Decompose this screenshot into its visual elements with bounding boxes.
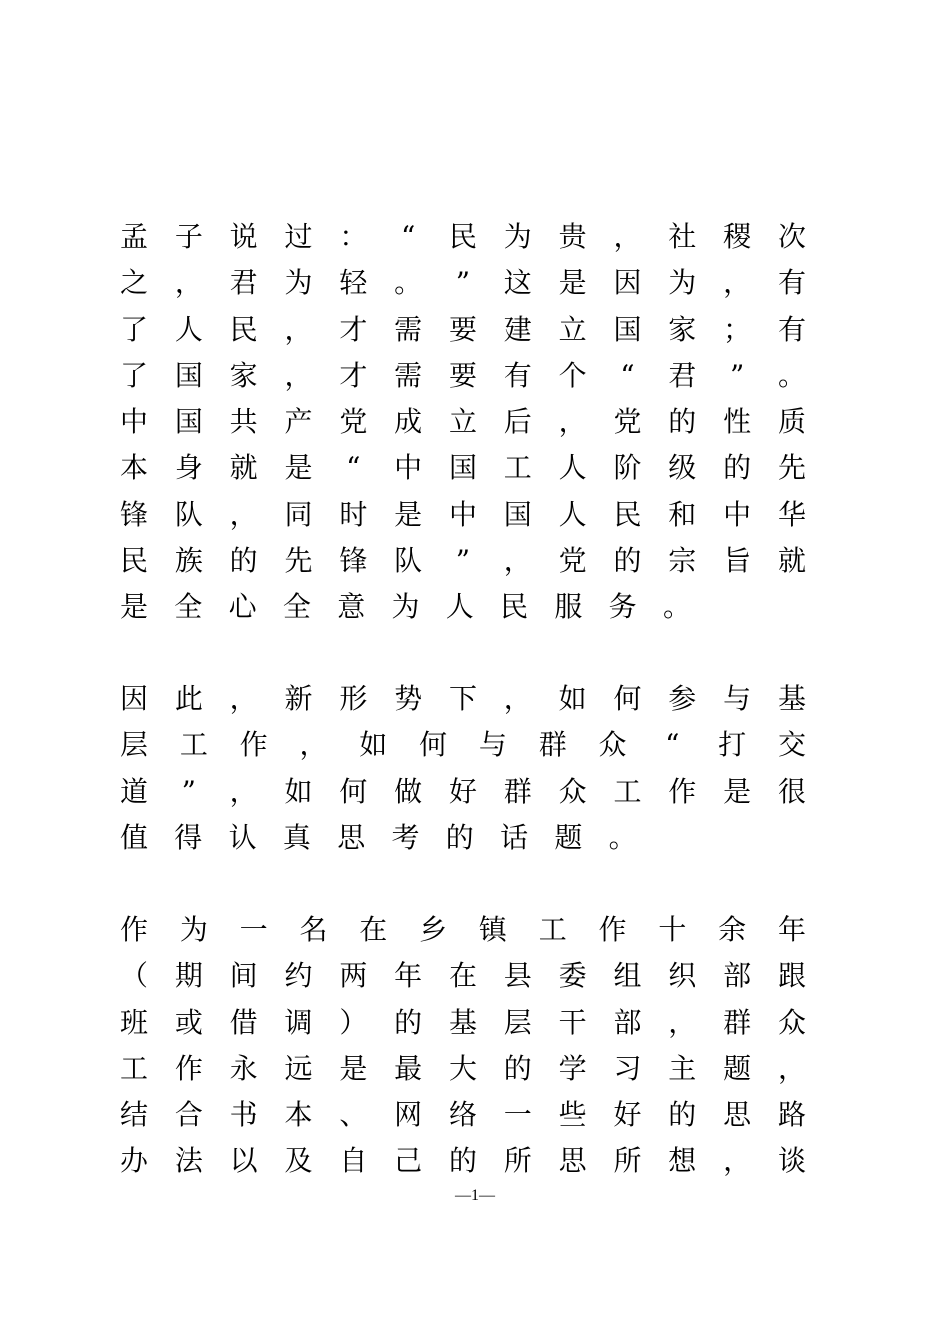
paragraph-3 xyxy=(120,907,806,1185)
text-line: 工 作 永 远 是 最 大 的 学 习 主 题 ， xyxy=(120,1051,806,1085)
text-line: 值 得 认 真 思 考 的 话 题 。 xyxy=(120,820,637,854)
text-line: （ 期 间 约 两 年 在 县 委 组 织 部 跟 xyxy=(120,959,806,993)
text-line: 民 族 的 先 锋 队 ” ， 党 的 宗 旨 就 xyxy=(120,544,806,578)
text-line: 了 国 家 ， 才 需 要 有 个 “ 君 ” 。 xyxy=(120,358,806,392)
text-line: 作 为 一 名 在 乡 镇 工 作 十 余 年 xyxy=(120,913,806,946)
paragraph-1 xyxy=(120,214,806,631)
text-line: 孟 子 说 过 ： “ 民 为 贵 ， 社 稷 次 xyxy=(120,220,806,253)
text-line: 是 全 心 全 意 为 人 民 服 务 。 xyxy=(120,590,691,624)
text-line: 之 ， 君 为 轻 。 ” 这 是 因 为 ， 有 xyxy=(120,266,806,300)
text-line: 因 此 ， 新 形 势 下 ， 如 何 参 与 基 xyxy=(120,682,806,715)
text-line: 道 ” ， 如 何 做 好 群 众 工 作 是 很 xyxy=(120,774,806,808)
paragraph-2 xyxy=(120,676,806,861)
text-line: 结 合 书 本 、 网 络 一 些 好 的 思 路 xyxy=(120,1098,806,1132)
text-line: 锋 队 ， 同 时 是 中 国 人 民 和 中 华 xyxy=(120,497,806,531)
text-line: 班 或 借 调 ） 的 基 层 干 部 ， 群 众 xyxy=(120,1005,806,1039)
text-line: 办 法 以 及 自 己 的 所 思 所 想 ， 谈 xyxy=(120,1144,806,1178)
text-line: 了 人 民 ， 才 需 要 建 立 国 家 ； 有 xyxy=(120,312,806,346)
text-line: 层 工 作 ， 如 何 与 群 众 “ 打 交 xyxy=(120,728,806,762)
text-line: 本 身 就 是 “ 中 国 工 人 阶 级 的 先 xyxy=(120,451,806,485)
text-line: 中 国 共 产 党 成 立 后 ， 党 的 性 质 xyxy=(120,405,806,439)
page-number: —1— xyxy=(455,1187,495,1204)
